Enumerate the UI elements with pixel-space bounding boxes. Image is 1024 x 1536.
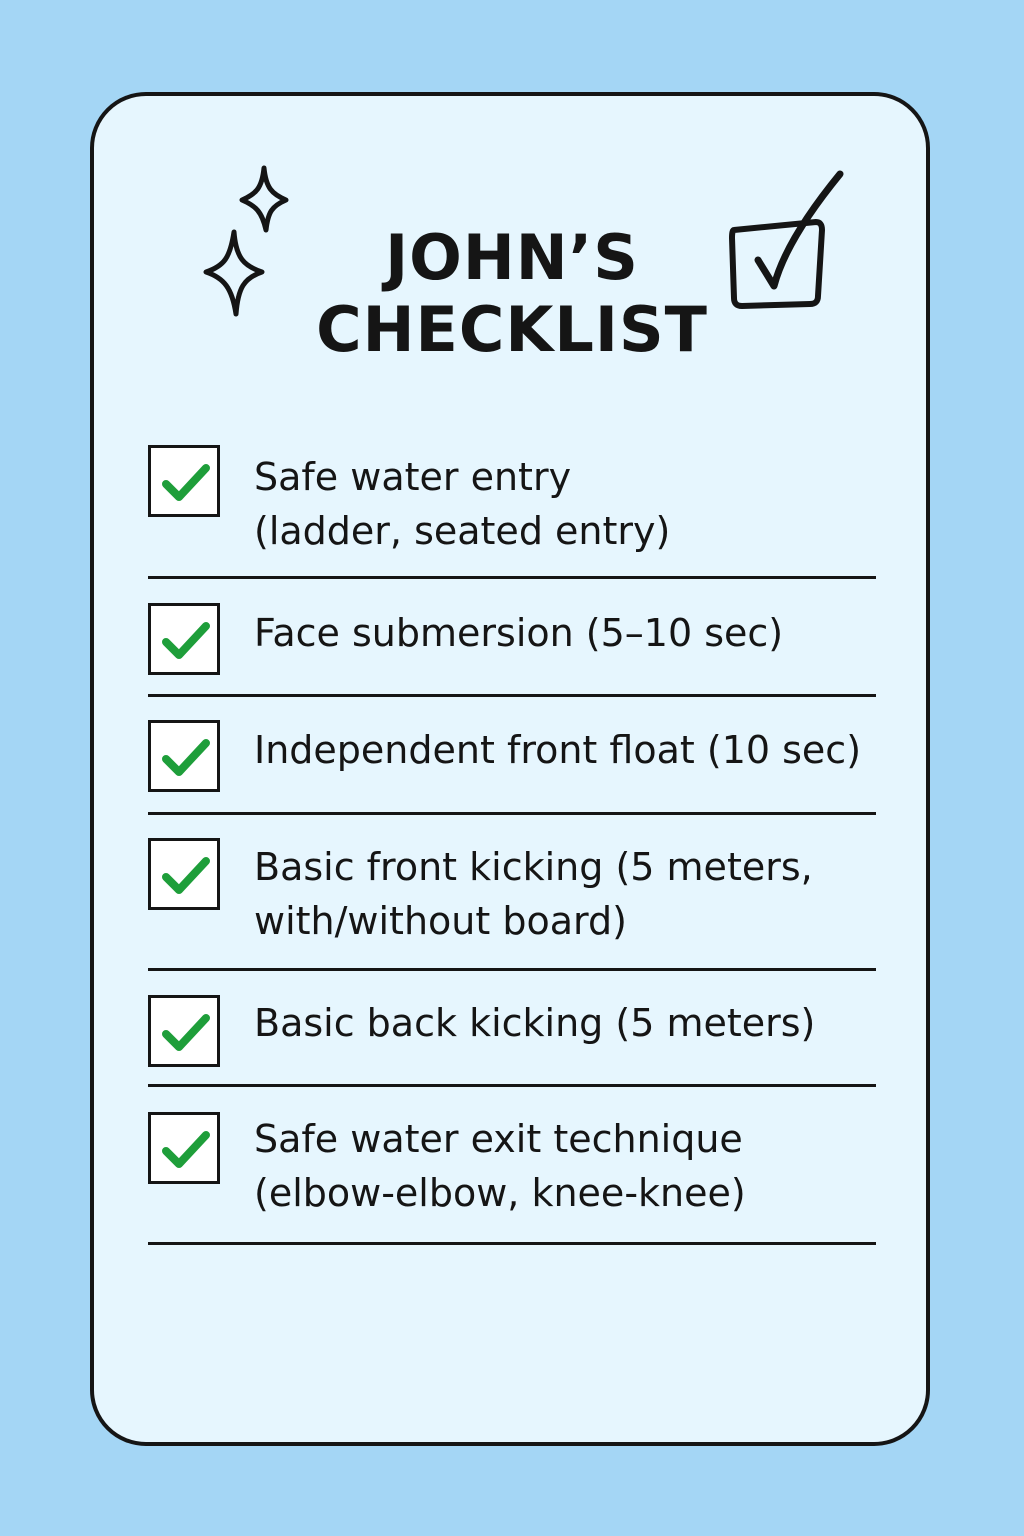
page-title bbox=[0, 222, 1024, 366]
checkbox[interactable] bbox=[148, 995, 220, 1067]
checklist-item-text bbox=[254, 1112, 894, 1220]
check-mark-icon bbox=[161, 620, 211, 662]
check-mark-icon bbox=[161, 855, 211, 897]
checklist-item-line: Independent front float (10 sec) bbox=[254, 728, 862, 772]
checkbox[interactable] bbox=[148, 445, 220, 517]
check-mark-icon bbox=[161, 462, 211, 504]
divider bbox=[148, 968, 876, 971]
divider bbox=[148, 812, 876, 815]
checklist-item-line: Basic back kicking (5 meters) bbox=[254, 1001, 816, 1045]
checklist-item-text bbox=[254, 450, 894, 558]
checkbox-checked-icon bbox=[720, 160, 850, 320]
checklist-item-text bbox=[254, 606, 894, 660]
title-line-2: CHECKLIST bbox=[316, 293, 708, 366]
checklist-item-line: Safe water entry bbox=[254, 455, 572, 499]
checkbox[interactable] bbox=[148, 838, 220, 910]
checklist-item-line: (elbow-elbow, knee-knee) bbox=[254, 1171, 746, 1215]
divider bbox=[148, 1084, 876, 1087]
checklist-item-line: Basic front kicking (5 meters, bbox=[254, 845, 813, 889]
divider bbox=[148, 694, 876, 697]
checklist-item-line: Safe water exit technique bbox=[254, 1117, 743, 1161]
checklist-item-line: Face submersion (5–10 sec) bbox=[254, 611, 784, 655]
checklist-item-line: (ladder, seated entry) bbox=[254, 509, 671, 553]
divider bbox=[148, 1242, 876, 1245]
divider bbox=[148, 576, 876, 579]
checkbox[interactable] bbox=[148, 1112, 220, 1184]
checklist-item-line: with/without board) bbox=[254, 899, 627, 943]
checklist-item-text bbox=[254, 996, 894, 1050]
check-mark-icon bbox=[161, 737, 211, 779]
title-line-1: JOHN’S bbox=[385, 221, 639, 294]
checklist-item-text bbox=[254, 723, 894, 777]
checkbox[interactable] bbox=[148, 720, 220, 792]
check-mark-icon bbox=[161, 1012, 211, 1054]
checkbox[interactable] bbox=[148, 603, 220, 675]
check-mark-icon bbox=[161, 1129, 211, 1171]
checklist-item-text bbox=[254, 840, 894, 948]
